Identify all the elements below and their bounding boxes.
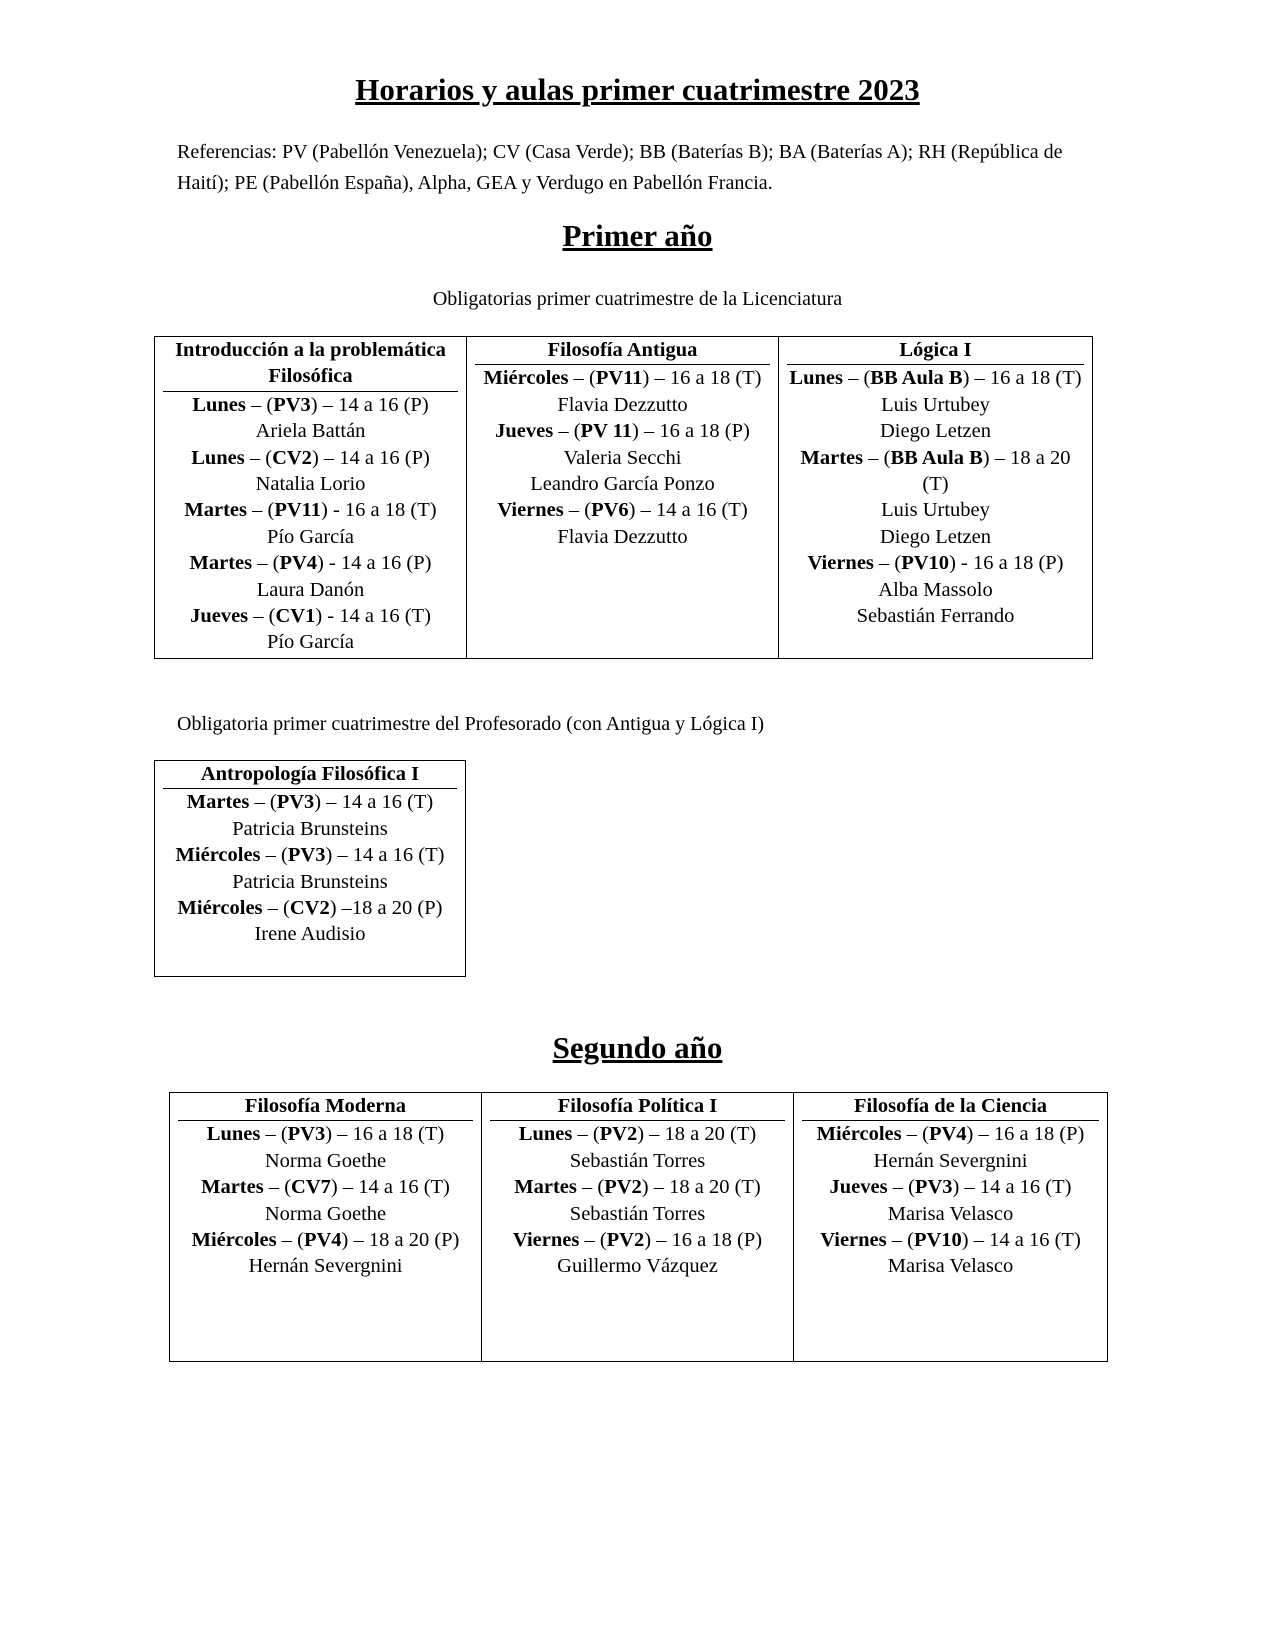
schedule-entry	[163, 895, 457, 921]
teacher-name: Luis Urtubey	[881, 393, 990, 416]
course-cell	[170, 1093, 482, 1362]
schedule-day: Viernes	[807, 552, 874, 575]
teacher-name: Leandro García Ponzo	[530, 473, 715, 496]
schedule-room: PV4	[279, 552, 318, 575]
schedule-separator: – (	[576, 1176, 605, 1199]
schedule-entry	[163, 445, 458, 471]
section-heading-segundo-anio: Segundo año	[552, 1030, 723, 1065]
page-title: Horarios y aulas primer cuatrimestre 2023	[355, 72, 920, 107]
schedule-entry	[163, 497, 458, 523]
schedule-day: Viernes	[820, 1229, 887, 1252]
schedule-separator: – (	[249, 791, 277, 814]
schedule-room: PV10	[913, 1229, 962, 1252]
teacher-name: Marisa Velasco	[887, 1255, 1014, 1278]
schedule-separator: – (	[260, 1123, 288, 1146]
schedule-time: ) – 14 a 16 (P)	[311, 446, 430, 469]
schedule-entry	[802, 1227, 1099, 1253]
schedule-room: CV2	[289, 897, 330, 920]
schedule-time: ) - 14 a 16 (P)	[317, 552, 432, 575]
schedule-day: Lunes	[518, 1123, 573, 1146]
schedule-separator: – (	[572, 1123, 600, 1146]
schedule-entry	[787, 550, 1084, 576]
teacher-name: Luis Urtubey	[881, 499, 990, 522]
schedule-day: Jueves	[190, 605, 249, 628]
schedule-separator: – (	[886, 1229, 914, 1252]
profesorado-label: Obligatoria primer cuatrimestre del Profesorado (con Antigua y Lógica I)	[177, 713, 765, 735]
schedule-day: Jueves	[829, 1176, 888, 1199]
schedule-room: PV4	[303, 1229, 342, 1252]
schedule-separator: – (	[252, 552, 280, 575]
schedule-entry	[787, 445, 1084, 498]
teacher-name: Alba Massolo	[878, 578, 993, 601]
teacher-name: Natalia Lorio	[255, 473, 366, 496]
schedule-entry	[163, 392, 458, 418]
teacher-name: Flavia Dezzutto	[557, 525, 688, 548]
schedule-entry	[802, 1174, 1099, 1200]
course-cell	[155, 761, 466, 977]
schedule-time: ) – 16 a 18 (P)	[644, 1229, 763, 1252]
course-cell	[794, 1093, 1108, 1362]
course-title: Filosofía Antigua	[475, 337, 770, 365]
teacher-name: Irene Audisio	[254, 923, 366, 946]
schedule-day: Lunes	[789, 367, 843, 390]
schedule-time: ) – 14 a 16 (T)	[628, 499, 748, 522]
teacher-name: Diego Letzen	[880, 420, 991, 443]
teacher-name: Ariela Battán	[255, 420, 366, 443]
course-cell	[155, 337, 467, 659]
teacher-name: Pío García	[266, 631, 355, 654]
schedule-room: PV11	[274, 499, 322, 522]
schedule-separator: – (	[842, 367, 871, 390]
primer-anio-licenciatura-table	[154, 336, 1093, 659]
schedule-time: ) - 16 a 18 (T)	[321, 499, 437, 522]
teacher-name: Laura Danón	[256, 578, 365, 601]
schedule-room: PV2	[604, 1176, 642, 1199]
course-title: Filosofía de la Ciencia	[802, 1093, 1099, 1121]
schedule-entry	[178, 1227, 473, 1253]
schedule-separator: – (	[263, 1176, 292, 1199]
schedule-room: PV3	[273, 393, 311, 416]
schedule-day: Miércoles	[816, 1123, 902, 1146]
schedule-room: CV2	[272, 446, 312, 469]
schedule-separator: – (	[563, 499, 592, 522]
schedule-day: Miércoles	[175, 844, 261, 867]
schedule-entry	[178, 1174, 473, 1200]
schedule-separator: – (	[568, 367, 596, 390]
profesorado-table	[154, 760, 466, 977]
schedule-room: CV1	[275, 605, 316, 628]
schedule-day: Viernes	[497, 499, 564, 522]
schedule-entry	[490, 1121, 785, 1147]
teacher-name: Hernán Severgnini	[873, 1149, 1028, 1172]
schedule-entry	[163, 603, 458, 629]
schedule-time: ) – 16 a 18 (T)	[642, 367, 762, 390]
course-title: Filosofía Política I	[490, 1093, 785, 1121]
schedule-time: ) - 16 a 18 (P)	[949, 552, 1064, 575]
schedule-separator: – (	[873, 552, 902, 575]
schedule-entry	[475, 418, 770, 444]
schedule-separator: – (	[863, 446, 891, 469]
schedule-separator: – (	[579, 1229, 607, 1252]
schedule-entry	[787, 365, 1084, 391]
schedule-room: PV2	[606, 1229, 645, 1252]
schedule-time: ) – 14 a 16 (T)	[314, 791, 434, 814]
schedule-time: ) – 16 a 18 (T)	[962, 367, 1082, 390]
schedule-room: PV3	[287, 1123, 326, 1146]
teacher-name: Diego Letzen	[880, 525, 991, 548]
schedule-room: PV3	[287, 844, 326, 867]
schedule-separator: – (	[276, 1229, 304, 1252]
teacher-name: Hernán Severgnini	[248, 1255, 403, 1278]
schedule-day: Lunes	[206, 1123, 261, 1146]
teacher-name: Sebastián Ferrando	[856, 605, 1015, 628]
schedule-entry	[475, 365, 770, 391]
schedule-room: PV11	[595, 367, 643, 390]
schedule-day: Martes	[800, 446, 864, 469]
schedule-day: Miércoles	[177, 897, 263, 920]
schedule-room: BB Aula B	[870, 367, 963, 390]
schedule-room: PV4	[928, 1123, 967, 1146]
schedule-room: BB Aula B	[890, 446, 983, 469]
schedule-separator: – (	[244, 446, 273, 469]
teacher-name: Pío García	[266, 525, 355, 548]
schedule-time: ) – 18 a 20 (T)	[641, 1176, 761, 1199]
schedule-entry	[163, 842, 457, 895]
schedule-time: ) – 14 a 16 (T)	[330, 1176, 450, 1199]
teacher-name: Patricia Brunsteins	[232, 817, 388, 840]
schedule-separator: – (	[260, 844, 288, 867]
schedule-time: ) – 16 a 18 (P)	[632, 420, 750, 443]
schedule-entry	[163, 789, 457, 815]
schedule-entry	[178, 1121, 473, 1147]
schedule-separator: – (	[262, 897, 290, 920]
schedule-day: Martes	[514, 1176, 577, 1199]
schedule-day: Lunes	[191, 446, 245, 469]
schedule-entry	[475, 497, 770, 523]
teacher-name: Norma Goethe	[264, 1202, 387, 1225]
schedule-room: PV6	[591, 499, 629, 522]
schedule-time: ) – 14 a 16 (T)	[952, 1176, 1072, 1199]
schedule-room: PV3	[276, 791, 315, 814]
schedule-time: ) – 14 a 16 (T)	[961, 1229, 1081, 1252]
course-cell	[482, 1093, 794, 1362]
schedule-time: ) – 16 a 18 (P)	[966, 1123, 1085, 1146]
schedule-room: CV7	[291, 1176, 331, 1199]
schedule-time: ) –18 a 20 (P)	[329, 897, 443, 920]
licenciatura-label: Obligatorias primer cuatrimestre de la Licenciatura	[432, 288, 843, 310]
schedule-entry	[490, 1227, 785, 1253]
segundo-anio-table	[169, 1092, 1108, 1362]
teacher-name: Marisa Velasco	[887, 1202, 1014, 1225]
teacher-name: Flavia Dezzutto	[557, 393, 688, 416]
section-heading-primer-anio: Primer año	[562, 218, 713, 253]
references-paragraph: Referencias: PV (Pabellón Venezuela); CV (Casa Verde); BB (Baterías B); BA (Baterías A); RH (República de Haití); PE (Pabellón España), Alpha, GEA y Verdugo en Pabellón Francia.	[177, 141, 1063, 194]
schedule-time: ) – 18 a 20 (P)	[341, 1229, 460, 1252]
schedule-separator: – (	[245, 393, 274, 416]
schedule-day: Martes	[201, 1176, 264, 1199]
course-title: Filosofía Moderna	[178, 1093, 473, 1121]
schedule-entry	[802, 1121, 1099, 1147]
schedule-time: ) - 14 a 16 (T)	[315, 605, 431, 628]
schedule-time: ) – 14 a 16 (T) Patricia Brunsteins	[232, 844, 445, 893]
schedule-entry	[163, 550, 458, 576]
schedule-separator: – (	[901, 1123, 929, 1146]
schedule-time: ) – 16 a 18 (T)	[325, 1123, 445, 1146]
schedule-day: Lunes	[192, 393, 246, 416]
teacher-name: Norma Goethe	[264, 1149, 387, 1172]
schedule-separator: – (	[887, 1176, 915, 1199]
schedule-room: PV10	[901, 552, 950, 575]
schedule-room: PV 11	[580, 420, 632, 443]
course-title: Lógica I	[787, 337, 1084, 365]
schedule-room: PV2	[599, 1123, 638, 1146]
teacher-name: Sebastián Torres	[569, 1202, 706, 1225]
course-title: Introducción a la problemática Filosófica	[163, 337, 458, 392]
course-title: Antropología Filosófica I	[163, 761, 457, 789]
schedule-time: ) – 18 a 20 (T)	[637, 1123, 757, 1146]
schedule-day: Miércoles	[483, 367, 569, 390]
schedule-day: Martes	[189, 552, 253, 575]
schedule-separator: – (	[553, 420, 581, 443]
schedule-day: Martes	[184, 499, 247, 522]
course-cell	[779, 337, 1093, 659]
schedule-day: Jueves	[495, 420, 554, 443]
teacher-name: Valeria Secchi	[563, 446, 682, 469]
schedule-day: Viernes	[512, 1229, 580, 1252]
schedule-separator: – (	[247, 499, 275, 522]
schedule-entry	[490, 1174, 785, 1200]
schedule-day: Miércoles	[191, 1229, 277, 1252]
teacher-name: Guillermo Vázquez	[557, 1255, 718, 1278]
teacher-name: Sebastián Torres	[569, 1149, 706, 1172]
schedule-day: Martes	[186, 791, 250, 814]
schedule-time: ) – 18 a 20 (T)	[922, 446, 1071, 496]
schedule-time: ) – 14 a 16 (P)	[310, 393, 429, 416]
schedule-room: PV3	[914, 1176, 953, 1199]
schedule-separator: – (	[248, 605, 276, 628]
course-cell	[467, 337, 779, 659]
